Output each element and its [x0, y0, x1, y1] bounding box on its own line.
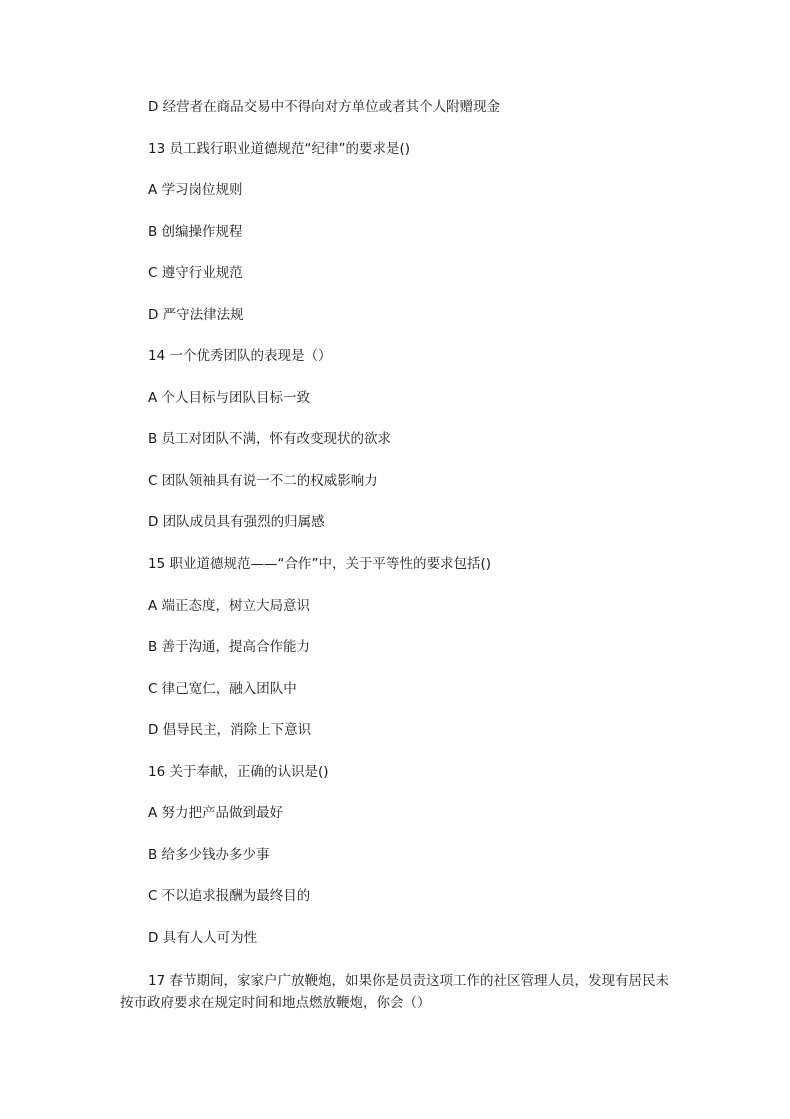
- option-c-q16: C 不以追求报酬为最终目的: [148, 888, 311, 904]
- option-d-q15: D 倡导民主，消除上下意识: [148, 722, 312, 738]
- option-d-q13: D 严守法律法规: [148, 307, 244, 323]
- question-15: 15 职业道德规范——“合作”中，关于平等性的要求包括(): [148, 556, 491, 572]
- option-b-q15: B 善于沟通，提高合作能力: [148, 639, 311, 655]
- question-16: 16 关于奉献，正确的认识是(): [148, 764, 329, 780]
- option-a-q13: A 学习岗位规则: [148, 182, 243, 198]
- question-17: 17 春节期间，家家户广放鞭炮，如果你是员责这项工作的社区管理人员，发现有居民未按市政府要求在规定时间和地点燃放鞭炮，你会（）: [120, 973, 669, 1011]
- question-13: 13 员工践行职业道德规范“纪律”的要求是(): [148, 141, 410, 157]
- option-d-q16: D 具有人人可为性: [148, 930, 258, 946]
- option-b-q16: B 给多少钱办多少事: [148, 847, 270, 863]
- option-a-q14: A 个人目标与团队目标一致: [148, 390, 311, 406]
- option-a-q16: A 努力把产品做到最好: [148, 805, 284, 821]
- option-d-q14: D 团队成员具有强烈的归属感: [148, 514, 325, 530]
- option-b-q14: B 员工对团队不满，怀有改变现状的欲求: [148, 431, 392, 447]
- option-c-q14: C 团队领袖具有说一不二的权威影响力: [148, 473, 378, 489]
- option-d-q12: D 经营者在商品交易中不得向对方单位或者其个人附赠现金: [148, 99, 501, 115]
- option-b-q13: B 创编操作规程: [148, 224, 243, 240]
- option-c-q15: C 律己宽仁，融入团队中: [148, 681, 297, 697]
- question-14: 14 一个优秀团队的表现是（）: [148, 348, 332, 364]
- option-a-q15: A 端正态度，树立大局意识: [148, 598, 311, 614]
- option-c-q13: C 遵守行业规范: [148, 265, 243, 281]
